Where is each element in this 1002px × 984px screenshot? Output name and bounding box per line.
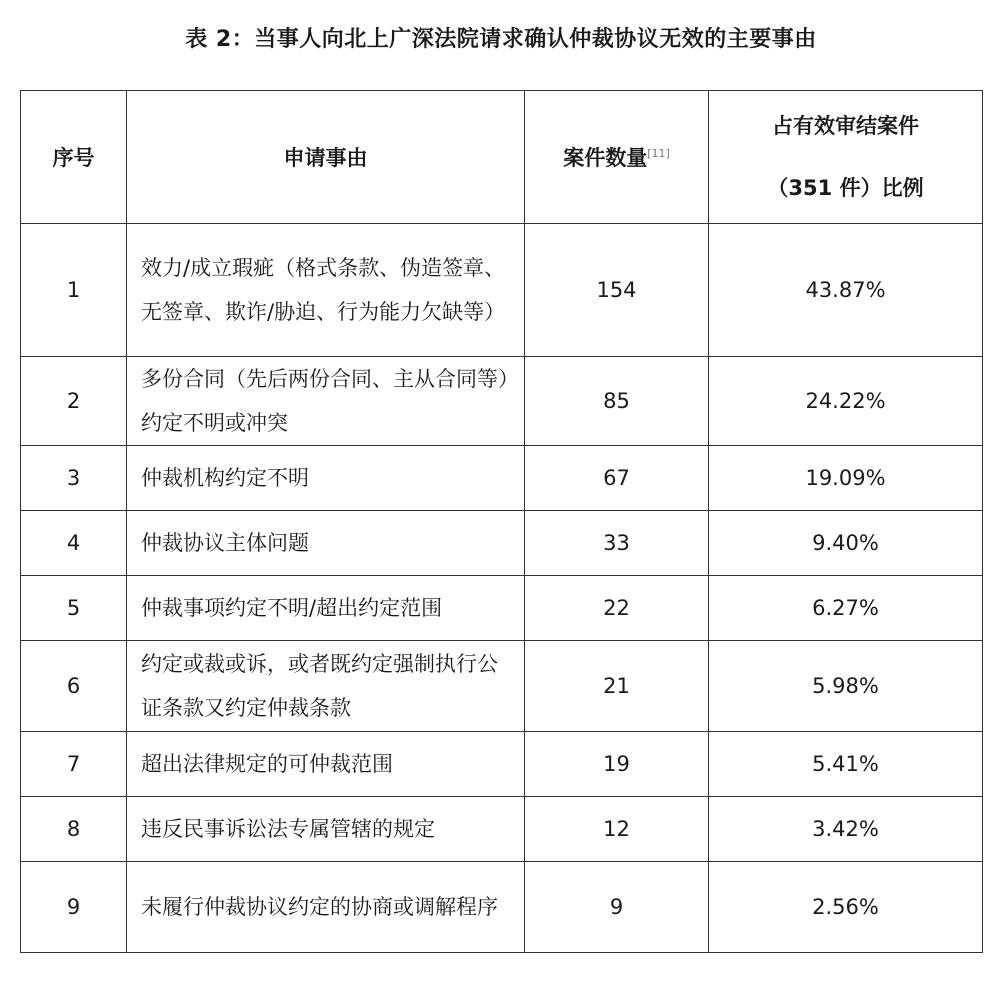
row-reason: 仲裁机构约定不明 bbox=[127, 446, 525, 511]
row-reason: 仲裁协议主体问题 bbox=[127, 511, 525, 576]
table-row bbox=[21, 446, 983, 511]
table-row bbox=[21, 511, 983, 576]
row-count: 67 bbox=[525, 446, 709, 511]
header-ratio-line1: 占有效审结案件 bbox=[772, 114, 919, 138]
row-number: 7 bbox=[21, 732, 127, 797]
row-ratio: 9.40% bbox=[709, 511, 983, 576]
header-row bbox=[21, 91, 983, 224]
row-reason: 违反民事诉讼法专属管辖的规定 bbox=[127, 797, 525, 862]
table-row bbox=[21, 797, 983, 862]
row-ratio: 6.27% bbox=[709, 576, 983, 641]
row-number: 3 bbox=[21, 446, 127, 511]
row-number: 2 bbox=[21, 357, 127, 446]
row-count: 21 bbox=[525, 641, 709, 732]
row-count: 19 bbox=[525, 732, 709, 797]
row-ratio: 5.98% bbox=[709, 641, 983, 732]
row-reason: 效力/成立瑕疵（格式条款、伪造签章、无签章、欺诈/胁迫、行为能力欠缺等） bbox=[127, 224, 525, 357]
row-reason: 未履行仲裁协议约定的协商或调解程序 bbox=[127, 862, 525, 953]
row-count: 85 bbox=[525, 357, 709, 446]
table-title: 表 2：当事人向北上广深法院请求确认仲裁协议无效的主要事由 bbox=[185, 27, 817, 52]
header-ratio bbox=[709, 91, 983, 224]
row-ratio: 43.87% bbox=[709, 224, 983, 357]
header-reason: 申请事由 bbox=[127, 91, 525, 224]
header-serial-number: 序号 bbox=[21, 91, 127, 224]
row-reason: 仲裁事项约定不明/超出约定范围 bbox=[127, 576, 525, 641]
table-row bbox=[21, 357, 983, 446]
row-ratio: 3.42% bbox=[709, 797, 983, 862]
row-count: 12 bbox=[525, 797, 709, 862]
row-number: 4 bbox=[21, 511, 127, 576]
row-number: 9 bbox=[21, 862, 127, 953]
row-count: 33 bbox=[525, 511, 709, 576]
row-ratio: 24.22% bbox=[709, 357, 983, 446]
table-row bbox=[21, 641, 983, 732]
row-ratio: 2.56% bbox=[709, 862, 983, 953]
row-ratio: 5.41% bbox=[709, 732, 983, 797]
header-case-count: 案件数量[11] bbox=[525, 91, 709, 224]
row-count: 154 bbox=[525, 224, 709, 357]
row-count: 22 bbox=[525, 576, 709, 641]
row-reason: 多份合同（先后两份合同、主从合同等）约定不明或冲突 bbox=[127, 357, 525, 446]
header-ratio-line2: （351 件）比例 bbox=[767, 176, 924, 200]
row-reason: 超出法律规定的可仲裁范围 bbox=[127, 732, 525, 797]
row-count: 9 bbox=[525, 862, 709, 953]
table-row bbox=[21, 732, 983, 797]
table-row bbox=[21, 862, 983, 953]
row-ratio: 19.09% bbox=[709, 446, 983, 511]
footnote-ref: [11] bbox=[647, 147, 670, 160]
row-number: 8 bbox=[21, 797, 127, 862]
row-reason: 约定或裁或诉，或者既约定强制执行公证条款又约定仲裁条款 bbox=[127, 641, 525, 732]
row-number: 6 bbox=[21, 641, 127, 732]
row-number: 5 bbox=[21, 576, 127, 641]
row-number: 1 bbox=[21, 224, 127, 357]
reasons-table bbox=[20, 90, 983, 953]
table-row bbox=[21, 576, 983, 641]
table-row bbox=[21, 224, 983, 357]
